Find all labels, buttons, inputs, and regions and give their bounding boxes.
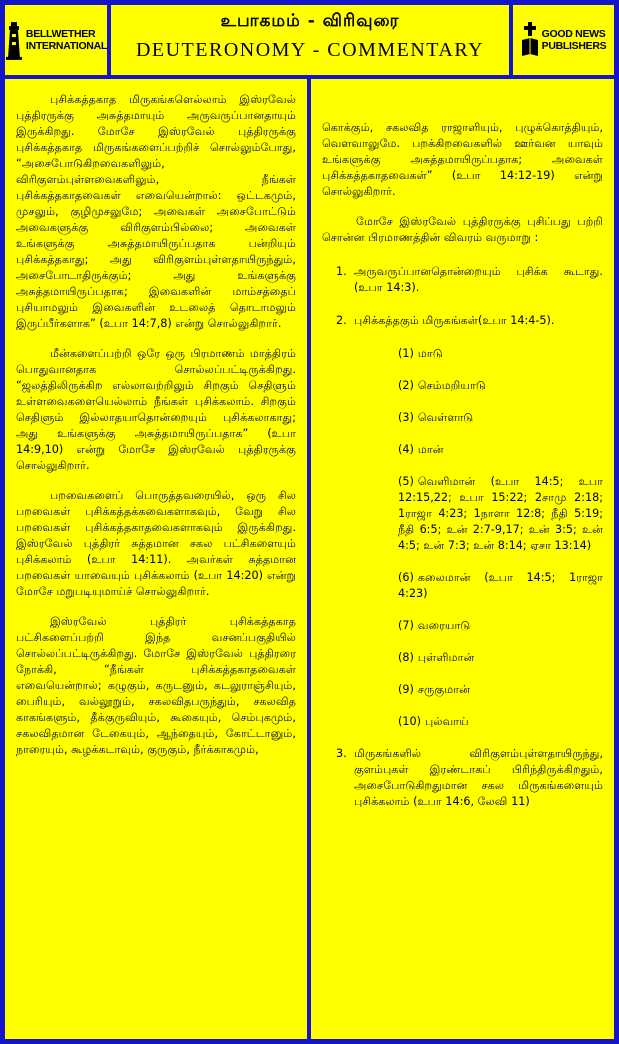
animal-number: (4) [398, 443, 414, 456]
good-news-line1: GOOD NEWS [541, 28, 606, 40]
animal-number: (3) [398, 411, 414, 424]
animal-text: வெள்ளாடு [417, 411, 474, 424]
animal-number: (1) [398, 347, 414, 360]
animal-item [322, 346, 603, 362]
animal-text: மான் [417, 443, 444, 456]
title-banner [111, 5, 509, 75]
left-column [5, 79, 307, 1039]
animal-text: புள்ளிமான் [417, 651, 475, 664]
bellwether-logo [5, 5, 107, 75]
left-paragraph-3: பறவைகளைப் பொருத்தவரையில், ஒரு சில பறவைகள் புசிக்கத்தக்கவைகளாகவும், வேறு சில பறவைகள் புசிக்கத்தகாதவைகளாகவும் இருக்கிறது. இஸ்ரவேல் புத்திரர் சுத்தமான சகல பட்சிகளையும் புசிக்கலாம் (உபா 14:11). அவர்கள் சுத்தமான பறவைகள் யாவையும் புசிக்கலாம் (உபா 14:20) என்று மோசே மறுபடியுமாய்ச் சொல்லுகிறார். [16, 489, 296, 598]
animal-text: வரையாடு [417, 619, 471, 632]
right-paragraph-1: கொக்கும், சகலவித ராஜாளியும், புழுக்கொத்தியும், வௌவாலுமே. பறக்கிறவைகளில் ஊர்வன யாவும் உங்களுக்கு அசுத்தமாயிருப்பதாக; அவைகள் புசிக்கத்தகாதவைகள்” (உபா 14:12-19) என்று சொல்லுகிறார். [322, 121, 603, 198]
animal-item [322, 714, 603, 730]
rules-list-continued [322, 746, 603, 810]
animal-number: (8) [398, 651, 414, 664]
animal-item [322, 650, 603, 666]
list-item-number: 2. [336, 314, 347, 327]
animal-number: (6) [398, 571, 414, 584]
animal-number: (10) [398, 715, 421, 728]
list-item-text: அருவருப்பானதொன்றையும் புசிக்க கூடாது. (உபா 14:3). [354, 265, 603, 294]
list-item-text: புசிக்கத்தகும் மிருகங்கள்(உபா 14:4-5). [354, 314, 555, 327]
list-item [322, 313, 603, 329]
animal-text: கலைமான் (உபா 14:5; 1ராஜா 4:23) [398, 571, 603, 600]
left-paragraph-4: இஸ்ரவேல் புத்திரர் புசிக்கத்தகாத பட்சிகளைப்பற்றி இந்த வசனப்பகுதியில் சொல்லப்பட்டிருக்கிறது. மோசே இஸ்ரவேல் புத்திரரை நோக்கி, “நீங்கள் புசிக்கத்தகாதவைகள் எவையென்றால்; கழுகும், கருடனும், கடலுராஞ்சியும், பைரியும், வல்லூறும், சகலவிதபருந்தும், சகலவித காகங்களும், தீக்குருவியும், கூகையும், செம்புகமும், சகலவிதமான டேகையும், ஆந்தையும், கோட்டானும், நாரையும், கூழக்கடாவும், குருகும், நீர்க்காகமும், [16, 615, 296, 756]
animal-text: செம்மறியாடு [417, 379, 486, 392]
animal-item [322, 410, 603, 426]
list-item [322, 264, 603, 296]
animal-number: (2) [398, 379, 414, 392]
book-icon [521, 20, 539, 60]
list-item-number: 1. [336, 265, 347, 278]
left-paragraph-1: புசிக்கத்தகாத மிருகங்களெல்லாம் இஸ்ரவேல் புத்திரருக்கு அசுத்தமாயும் அருவருப்பானதாயும் இருக்கிறது. மோசே இஸ்ரவேல் புத்திரருக்கு புசிக்கத்தகாத மிருகங்களைப்பற்றிச் சொல்லும்போது, “அசைபோடுகிறவைகளிலும், விரிகுளம்புள்ளவைகளிலும், நீங்கள் புசிக்கத்தகாதவைகள் எவையென்றால்: ஒட்டகமும், முசலும், குழிமுசலுமே; அவைகள் அசைபோட்டும் அவைகளுக்கு விரிகுளம்பில்லை; அவைகள் உங்களுக்கு அசுத்தமாயிருப்பதாக பன்றியும் புசிக்கத்தகாது; அது விரிகுளம்புள்ளதாயிருந்தும், அசைபோடாதிருக்கும்; அது உங்களுக்கு அசுத்தமாயிருப்பதாக; இவைகளின் மாம்சத்தைப் புசியாமலும் இவைகளின் உடலைத் தொடாமலும் இருப்பீர்களாக” (உபா 14:7,8) என்று சொல்லுகிறார். [16, 93, 296, 330]
animal-item [322, 474, 603, 554]
animal-item [322, 378, 603, 394]
right-paragraph-2: மோசே இஸ்ரவேல் புத்திரருக்கு புசிப்பது பற்றி சொன்ன பிரமாணத்தின் விவரம் வருமாறு : [322, 215, 603, 244]
tower-icon [5, 20, 23, 60]
bellwether-line1: BELLWETHER [25, 28, 96, 40]
animal-text: வெளிமான் (உபா 14:5; உபா 12:15,22; உபா 15:22; 2சாமு 2:18; 1ராஜா 4:23; 1நாளா 12:8; நீதி 5:19; நீதி 6:5; உன் 2:7-9,17; உன் 3:5; உன் 4:5; உன் 7:3; உன் 8:14; ஏசா 13:14) [398, 475, 603, 552]
list-item-text: மிருகங்களில் விரிகுளம்புள்ளதாயிருந்து, குளம்புகள் இரண்டாகப் பிரிந்திருக்கிறதும், அசைபோடுகிறதுமான சகல மிருகங்களையும் புசிக்கலாம் (உபா 14:6, லேவி 11) [354, 747, 603, 808]
animal-text: புல்வாய் [424, 715, 469, 728]
animal-text: சருகுமான் [417, 683, 470, 696]
list-item-number: 3. [336, 747, 347, 760]
rules-list [322, 264, 603, 329]
list-item [322, 746, 603, 810]
animal-item [322, 618, 603, 634]
animal-item [322, 570, 603, 602]
title-tamil: உபாகமம் - விரிவுரை [220, 11, 400, 31]
right-column [311, 79, 614, 1039]
good-news-line2: PUBLISHERS [541, 40, 607, 52]
animal-text: மாடு [417, 347, 443, 360]
animal-number: (5) [398, 475, 414, 488]
animal-number: (7) [398, 619, 414, 632]
animal-list [322, 346, 603, 730]
animal-item [322, 682, 603, 698]
bellwether-line2: INTERNATIONAL [25, 40, 107, 52]
animal-number: (9) [398, 683, 414, 696]
animal-item [322, 442, 603, 458]
left-paragraph-2: மீன்களைப்பற்றி ஒரே ஒரு பிரமாணம் மாத்திரம் பொதுவானதாக சொல்லப்பட்டிருக்கிறது. “ஜலத்திலிருக்கிற எல்லாவற்றிலும் சிறகும் செதிளும் உள்ளவைகளையெல்லாம் நீங்கள் புசிக்கலாம். சிறகும் செதிளும் இல்லாதயாதொன்றையும் புசிக்கலாகாது; அது உங்களுக்கு அசுத்தமாயிருப்பதாக” (உபா 14:9,10) என்று மோசே இஸ்ரவேல் புத்திரருக்கு சொல்லுகிறார். [16, 347, 296, 472]
good-news-logo [513, 5, 614, 75]
title-english: DEUTERONOMY - COMMENTARY [135, 39, 485, 61]
